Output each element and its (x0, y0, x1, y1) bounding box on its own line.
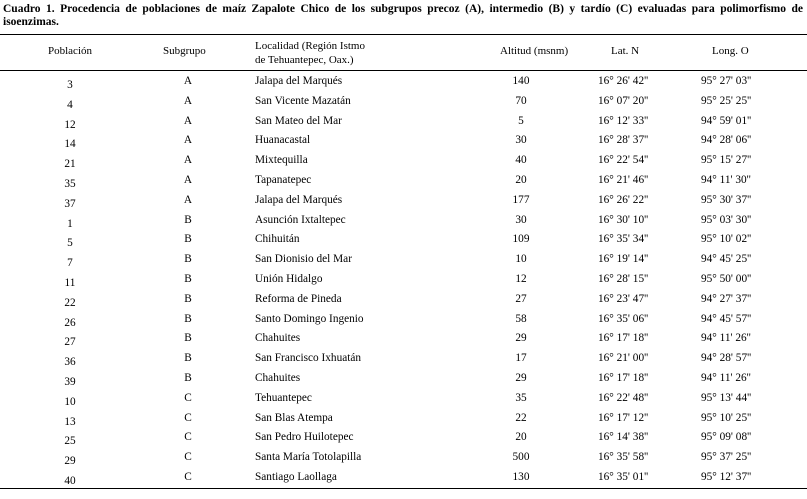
cell-subgrupo: C (184, 470, 192, 483)
cell-lat: 16° 21' 46'' (598, 173, 649, 186)
cell-lat: 16° 21' 00'' (598, 352, 649, 365)
cell-altitud: 40 (515, 154, 527, 167)
cell-lat: 16° 14' 38'' (598, 431, 649, 444)
cell-lat: 16° 17' 18'' (598, 332, 649, 345)
table-row (0, 130, 807, 150)
cell-altitud: 12 (515, 272, 527, 285)
header-poblacion: Población (48, 45, 92, 57)
cell-long: 95° 09' 08'' (701, 431, 752, 444)
cell-localidad: Huanacastal (255, 134, 311, 147)
cell-localidad: Jalapa del Marqués (255, 193, 343, 206)
cell-altitud: 10 (515, 253, 527, 266)
cell-long: 94° 59' 01'' (701, 114, 752, 127)
cell-long: 95° 10' 25'' (701, 411, 752, 424)
table-row (0, 111, 807, 131)
header-lat: Lat. N (611, 45, 640, 57)
cell-subgrupo: B (184, 312, 192, 325)
cell-poblacion: 40 (64, 474, 76, 487)
table-row (0, 467, 807, 487)
cell-poblacion: 1 (67, 217, 73, 230)
cell-lat: 16° 26' 22'' (598, 193, 649, 206)
cell-poblacion: 29 (64, 455, 76, 468)
cell-lat: 16° 17' 12'' (598, 411, 649, 424)
header-localidad-line2: de Tehuantepec, Oax.) (255, 54, 354, 66)
cell-subgrupo: A (183, 94, 193, 107)
cell-lat: 16° 17' 18'' (598, 371, 649, 384)
cell-localidad: San Pedro Huilotepec (255, 431, 354, 444)
cell-subgrupo: B (184, 272, 192, 285)
cell-long: 95° 50' 00'' (701, 272, 752, 285)
cell-altitud: 27 (515, 292, 527, 305)
cell-poblacion: 37 (64, 197, 76, 210)
cell-long: 94° 11' 26'' (701, 371, 751, 384)
cell-altitud: 35 (515, 391, 527, 404)
cell-subgrupo: B (184, 371, 192, 384)
table-row (0, 368, 807, 388)
cell-long: 94° 28' 06'' (701, 134, 752, 147)
cell-subgrupo: C (184, 431, 192, 444)
table-bottom-rule (0, 488, 807, 489)
cell-long: 95° 25' 25'' (701, 94, 752, 107)
cell-localidad: Santiago Laollaga (255, 470, 337, 483)
cell-long: 95° 30' 37'' (701, 193, 752, 206)
cell-localidad: Chahuites (255, 332, 301, 345)
cell-long: 95° 03' 30'' (701, 213, 752, 226)
cell-altitud: 177 (512, 193, 530, 206)
table-row (0, 328, 807, 348)
table-row (0, 269, 807, 289)
cell-altitud: 29 (515, 332, 527, 345)
cell-lat: 16° 28' 37'' (598, 134, 649, 147)
cell-long: 95° 27' 03'' (701, 75, 752, 87)
cell-subgrupo: B (184, 292, 192, 305)
cell-localidad: Mixtequilla (255, 154, 308, 167)
table-top-rule (0, 34, 807, 35)
cell-localidad: San Blas Atempa (255, 411, 333, 424)
cell-long: 95° 37' 25'' (701, 451, 752, 464)
cell-poblacion: 12 (64, 118, 76, 131)
cell-lat: 16° 23' 47'' (598, 292, 649, 305)
cell-poblacion: 35 (64, 177, 76, 190)
cell-lat: 16° 07' 20'' (598, 94, 649, 107)
cell-localidad: San Francisco Ixhuatán (255, 352, 362, 365)
table-row (0, 388, 807, 408)
cell-localidad: Asunción Ixtaltepec (255, 213, 346, 226)
cell-poblacion: 7 (67, 257, 73, 270)
cell-altitud: 29 (515, 371, 527, 384)
cell-poblacion: 3 (67, 79, 73, 91)
table-row (0, 210, 807, 230)
cell-poblacion: 13 (64, 415, 76, 428)
cell-poblacion: 21 (64, 158, 76, 171)
cell-lat: 16° 26' 42'' (598, 75, 649, 87)
cell-lat: 16° 28' 15'' (598, 272, 649, 285)
cell-altitud: 130 (512, 470, 530, 483)
cell-poblacion: 14 (64, 138, 76, 151)
table-row (0, 249, 807, 269)
cell-altitud: 22 (515, 411, 527, 424)
cell-subgrupo: C (184, 451, 192, 464)
cell-altitud: 20 (515, 431, 527, 444)
table-row (0, 348, 807, 368)
table-row (0, 229, 807, 249)
cell-lat: 16° 35' 01'' (598, 470, 649, 483)
cell-poblacion: 4 (67, 98, 73, 111)
cell-subgrupo: A (183, 154, 193, 167)
cell-subgrupo: A (183, 134, 193, 147)
table-row (0, 427, 807, 447)
cell-localidad: San Mateo del Mar (255, 114, 342, 127)
cell-altitud: 500 (512, 451, 530, 464)
cell-subgrupo: B (184, 253, 192, 266)
cell-altitud: 140 (512, 75, 530, 87)
table-caption: Cuadro 1. Procedencia de poblaciones de maíz Zapalote Chico de los subgrupos precoz (A), intermedio (B) y tardío (C) evaluadas para polimorfismo de isoenzimas. (3, 3, 803, 28)
cell-poblacion: 11 (64, 276, 76, 289)
cell-altitud: 70 (515, 94, 527, 107)
cell-poblacion: 27 (64, 336, 76, 349)
cell-poblacion: 25 (64, 435, 76, 448)
cell-lat: 16° 22' 54'' (598, 154, 649, 167)
cell-lat: 16° 35' 58'' (598, 451, 649, 464)
cell-subgrupo: A (183, 114, 193, 127)
cell-long: 95° 13' 44'' (701, 391, 752, 404)
cell-subgrupo: A (183, 75, 193, 87)
cell-poblacion: 22 (64, 296, 76, 309)
cell-poblacion: 26 (64, 316, 76, 329)
cell-lat: 16° 35' 06'' (598, 312, 649, 325)
cell-altitud: 30 (515, 213, 527, 226)
cell-poblacion: 36 (64, 356, 76, 369)
cell-lat: 16° 12' 33'' (598, 114, 649, 127)
table-body (0, 71, 807, 487)
cell-localidad: Chihuitán (255, 233, 300, 246)
cell-altitud: 58 (515, 312, 527, 325)
cell-lat: 16° 35' 34'' (598, 233, 649, 246)
header-altitud: Altitud (msnm) (500, 45, 569, 57)
cell-long: 94° 11' 26'' (701, 332, 751, 345)
cell-long: 94° 45' 57'' (701, 312, 752, 325)
cell-localidad: Chahuites (255, 371, 301, 384)
cell-localidad: Unión Hidalgo (255, 272, 323, 285)
cell-localidad: Reforma de Pineda (255, 292, 342, 305)
table-row (0, 71, 807, 91)
cell-localidad: Tapanatepec (255, 173, 312, 186)
header-localidad-line1: Localidad (Región Istmo (255, 40, 365, 52)
header-subgrupo: Subgrupo (163, 45, 206, 57)
table-row (0, 190, 807, 210)
cell-localidad: Tehuantepec (255, 391, 312, 404)
cell-altitud: 30 (515, 134, 527, 147)
cell-lat: 16° 22' 48'' (598, 391, 649, 404)
cell-subgrupo: B (184, 213, 192, 226)
cell-long: 95° 10' 02'' (701, 233, 752, 246)
cell-subgrupo: A (183, 173, 193, 186)
cell-altitud: 109 (512, 233, 530, 246)
table-row (0, 91, 807, 111)
cell-subgrupo: B (184, 352, 192, 365)
table-row (0, 170, 807, 190)
cell-localidad: San Vicente Mazatán (255, 94, 351, 107)
cell-altitud: 17 (515, 352, 527, 365)
cell-subgrupo: B (184, 233, 192, 246)
cell-long: 95° 15' 27'' (701, 154, 752, 167)
cell-localidad: Jalapa del Marqués (255, 75, 343, 87)
cell-poblacion: 39 (64, 375, 76, 388)
cell-long: 95° 12' 37'' (701, 470, 752, 483)
cell-lat: 16° 30' 10'' (598, 213, 649, 226)
cell-subgrupo: C (184, 411, 192, 424)
cell-long: 94° 11' 30'' (701, 173, 751, 186)
cell-long: 94° 27' 37'' (701, 292, 752, 305)
table-row (0, 447, 807, 467)
header-long: Long. O (712, 45, 749, 57)
table-row (0, 150, 807, 170)
cell-subgrupo: B (184, 332, 192, 345)
cell-altitud: 5 (518, 114, 524, 127)
table-row (0, 408, 807, 428)
cell-long: 94° 45' 25'' (701, 253, 752, 266)
cell-localidad: Santa María Totolapilla (255, 451, 362, 464)
table-row (0, 289, 807, 309)
cell-subgrupo: C (184, 391, 192, 404)
cell-localidad: Santo Domingo Ingenio (255, 312, 364, 325)
cell-poblacion: 10 (64, 395, 76, 408)
cell-poblacion: 5 (67, 237, 73, 250)
cell-lat: 16° 19' 14'' (598, 253, 649, 266)
table-row (0, 309, 807, 329)
cell-altitud: 20 (515, 173, 527, 186)
cell-long: 94° 28' 57'' (701, 352, 752, 365)
cell-subgrupo: A (183, 193, 193, 206)
cell-localidad: San Dionisio del Mar (255, 253, 352, 266)
